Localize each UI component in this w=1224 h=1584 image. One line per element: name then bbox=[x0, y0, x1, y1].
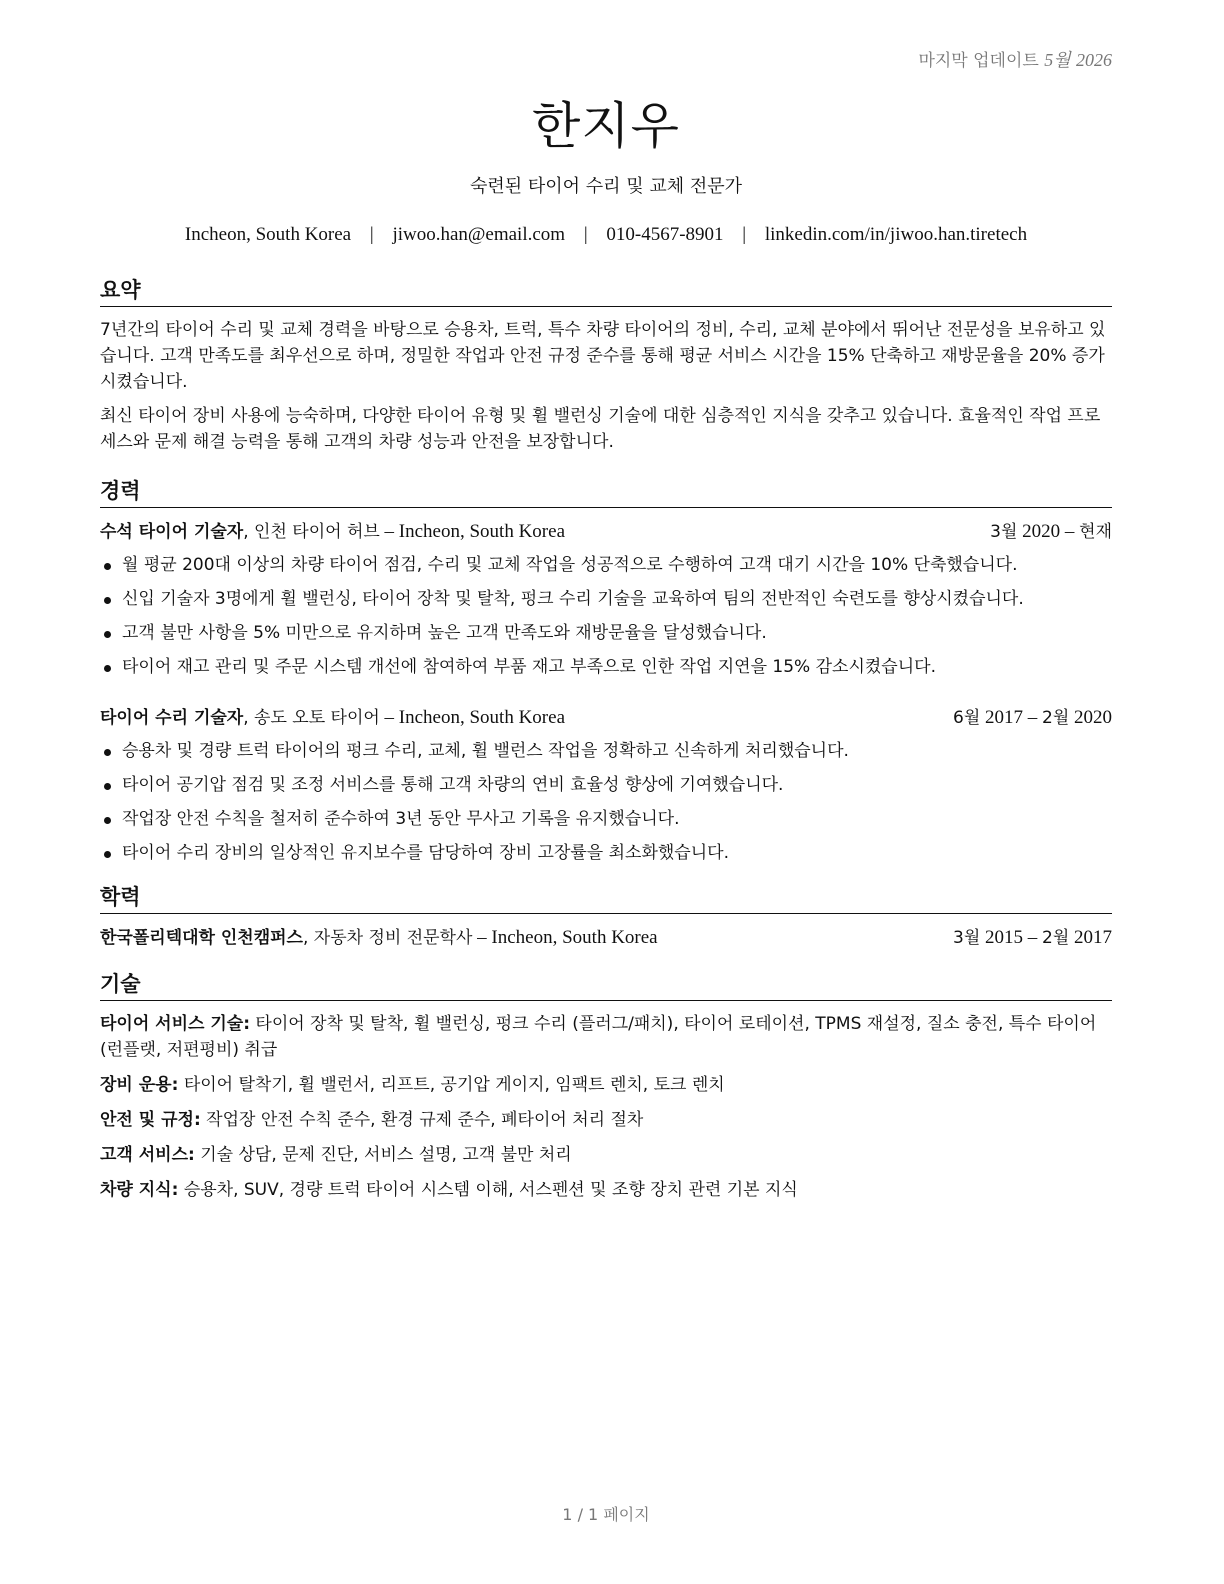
job-bullets bbox=[100, 734, 1112, 870]
job-end-year: 2020 bbox=[1074, 707, 1112, 728]
job-company: 송도 오토 타이어 bbox=[254, 708, 380, 728]
summary-section bbox=[100, 274, 1112, 463]
page-separator: / bbox=[577, 1505, 583, 1524]
skill-label: 고객 서비스: bbox=[100, 1145, 195, 1165]
job-start-month: 3월 bbox=[990, 522, 1018, 542]
job-role: 수석 타이어 기술자 bbox=[100, 522, 244, 542]
contact-line bbox=[100, 224, 1112, 246]
page-label: 페이지 bbox=[603, 1505, 650, 1524]
job-location: Incheon, South Korea bbox=[398, 521, 566, 542]
page-number bbox=[100, 1502, 1112, 1525]
skill-item bbox=[100, 1142, 1112, 1168]
skill-label: 차량 지식: bbox=[100, 1180, 179, 1200]
job-role: 타이어 수리 기술자 bbox=[100, 708, 244, 728]
skill-text: 타이어 탈착기, 휠 밸런서, 리프트, 공기압 게이지, 임팩트 렌치, 토크 렌치 bbox=[183, 1075, 725, 1095]
education-dates: 3월 2015 – 2월 2017 bbox=[953, 927, 1112, 948]
education-start-month: 3월 bbox=[953, 928, 981, 948]
skill-item bbox=[100, 1011, 1112, 1063]
skill-item bbox=[100, 1107, 1112, 1133]
job-start-year: 2020 bbox=[1022, 521, 1061, 542]
experience-section bbox=[100, 475, 1112, 870]
summary-title: 요약 bbox=[100, 274, 1112, 307]
updated-year: 2026 bbox=[1076, 50, 1112, 70]
job-start-month: 6월 bbox=[953, 708, 981, 728]
candidate-name: 한지우 bbox=[532, 97, 680, 155]
skill-text: 작업장 안전 수칙 준수, 환경 규제 준수, 폐타이어 처리 절차 bbox=[206, 1110, 644, 1130]
page-current: 1 bbox=[562, 1505, 573, 1524]
skill-label: 장비 운용: bbox=[100, 1075, 179, 1095]
job-dates: 3월 2020 – 현재 bbox=[990, 521, 1112, 542]
contact-location: Incheon, South Korea bbox=[184, 224, 352, 245]
job-dates: 6월 2017 – 2월 2020 bbox=[953, 707, 1112, 728]
job-entry bbox=[100, 518, 1112, 684]
experience-title: 경력 bbox=[100, 475, 1112, 508]
last-updated bbox=[918, 46, 1112, 72]
education-section bbox=[100, 881, 1112, 952]
skill-label: 타이어 서비스 기술: bbox=[100, 1014, 251, 1034]
skill-label: 안전 및 규정: bbox=[100, 1110, 201, 1130]
education-location: Incheon, South Korea bbox=[491, 927, 658, 948]
education-title: 학력 bbox=[100, 881, 1112, 914]
job-company: 인천 타이어 허브 bbox=[254, 522, 380, 542]
job-bullets bbox=[100, 548, 1112, 684]
contact-separator: | bbox=[583, 224, 588, 245]
skill-text: 기술 상담, 문제 진단, 서비스 설명, 고객 불만 처리 bbox=[200, 1145, 572, 1165]
job-header: 타이어 수리 기술자, 송도 오토 타이어 – Incheon, South Korea 6월 2017 – 2월 2020 bbox=[100, 704, 1112, 732]
summary-paragraph: 최신 타이어 장비 사용에 능숙하며, 다양한 타이어 유형 및 휠 밸런싱 기술에 대한 심층적인 지식을 갖추고 있습니다. 효율적인 작업 프로세스와 문제 해결 능력을 통해 고객의 차량 성능과 안전을 보장합니다. bbox=[100, 406, 1101, 452]
education-school: 한국폴리텍대학 인천캠퍼스 bbox=[100, 928, 303, 948]
candidate-tagline: 숙련된 타이어 수리 및 교체 전문가 bbox=[469, 176, 743, 197]
skill-item bbox=[100, 1177, 1112, 1203]
education-entry: 한국폴리텍대학 인천캠퍼스, 자동차 정비 전문학사 – Incheon, South Korea 3월 2015 – 2월 2017 bbox=[100, 924, 1112, 952]
list-item: 승용차 및 경량 트럭 타이어의 펑크 수리, 교체, 휠 밸런스 작업을 정확하고 신속하게 처리했습니다. bbox=[100, 734, 1112, 768]
education-degree: 자동차 정비 전문학사 bbox=[313, 928, 473, 948]
job-location: Incheon, South Korea bbox=[398, 707, 566, 728]
skills-section bbox=[100, 968, 1112, 1212]
list-item: 신입 기술자 3명에게 휠 밸런싱, 타이어 장착 및 탈착, 펑크 수리 기술을 교육하여 팀의 전반적인 숙련도를 향상시켰습니다. bbox=[100, 582, 1112, 616]
contact-phone: 010-4567-8901 bbox=[606, 224, 724, 245]
page-total: 1 bbox=[588, 1505, 599, 1524]
education-end-month: 2월 bbox=[1042, 928, 1070, 948]
education-end-year: 2017 bbox=[1074, 927, 1112, 948]
list-item: 타이어 수리 장비의 일상적인 유지보수를 담당하여 장비 고장률을 최소화했습니다. bbox=[100, 836, 1112, 870]
contact-linkedin[interactable]: linkedin.com/in/jiwoo.han.tiretech bbox=[764, 224, 1028, 245]
job-start-year: 2017 bbox=[985, 707, 1023, 728]
list-item: 작업장 안전 수칙을 철저히 준수하여 3년 동안 무사고 기록을 유지했습니다. bbox=[100, 802, 1112, 836]
skill-text: 타이어 장착 및 탈착, 휠 밸런싱, 펑크 수리 (플러그/패치), 타이어 로테이션, TPMS 재설정, 질소 충전, 특수 타이어 (런플랫, 저편평비) 취급 bbox=[100, 1014, 1097, 1060]
summary-paragraph: 7년간의 타이어 수리 및 교체 경력을 바탕으로 승용차, 트럭, 특수 차량 타이어의 정비, 수리, 교체 분야에서 뛰어난 전문성을 보유하고 있습니다. 고객 만족도를 최우선으로 하며, 정밀한 작업과 안전 규정 준수를 통해 평균 서비스 시간을 15% 단축하고 재방문율을 20% 증가시켰습니다. bbox=[100, 320, 1106, 392]
updated-month: 5월 bbox=[1044, 50, 1071, 70]
job-entry bbox=[100, 704, 1112, 870]
list-item: 타이어 공기압 점검 및 조정 서비스를 통해 고객 차량의 연비 효율성 향상에 기여했습니다. bbox=[100, 768, 1112, 802]
contact-separator: | bbox=[742, 224, 747, 245]
skills-title: 기술 bbox=[100, 968, 1112, 1001]
list-item: 고객 불만 사항을 5% 미만으로 유지하며 높은 고객 만족도와 재방문율을 달성했습니다. bbox=[100, 616, 1112, 650]
contact-email[interactable]: jiwoo.han@email.com bbox=[392, 224, 566, 245]
job-end: 현재 bbox=[1079, 522, 1112, 542]
list-item: 타이어 재고 관리 및 주문 시스템 개선에 참여하여 부품 재고 부족으로 인한 작업 지연을 15% 감소시켰습니다. bbox=[100, 650, 1112, 684]
updated-label: 마지막 업데이트 bbox=[918, 51, 1039, 71]
list-item: 월 평균 200대 이상의 차량 타이어 점검, 수리 및 교체 작업을 성공적으로 수행하여 고객 대기 시간을 10% 단축했습니다. bbox=[100, 548, 1112, 582]
skill-text: 승용차, SUV, 경량 트럭 타이어 시스템 이해, 서스펜션 및 조향 장치 관련 기본 지식 bbox=[183, 1180, 798, 1200]
education-start-year: 2015 bbox=[985, 927, 1023, 948]
resume-page bbox=[100, 0, 1112, 1584]
contact-separator: | bbox=[369, 224, 374, 245]
job-header: 수석 타이어 기술자, 인천 타이어 허브 – Incheon, South Korea 3월 2020 – 현재 bbox=[100, 518, 1112, 546]
job-end-month: 2월 bbox=[1042, 708, 1070, 728]
skill-item bbox=[100, 1072, 1112, 1098]
